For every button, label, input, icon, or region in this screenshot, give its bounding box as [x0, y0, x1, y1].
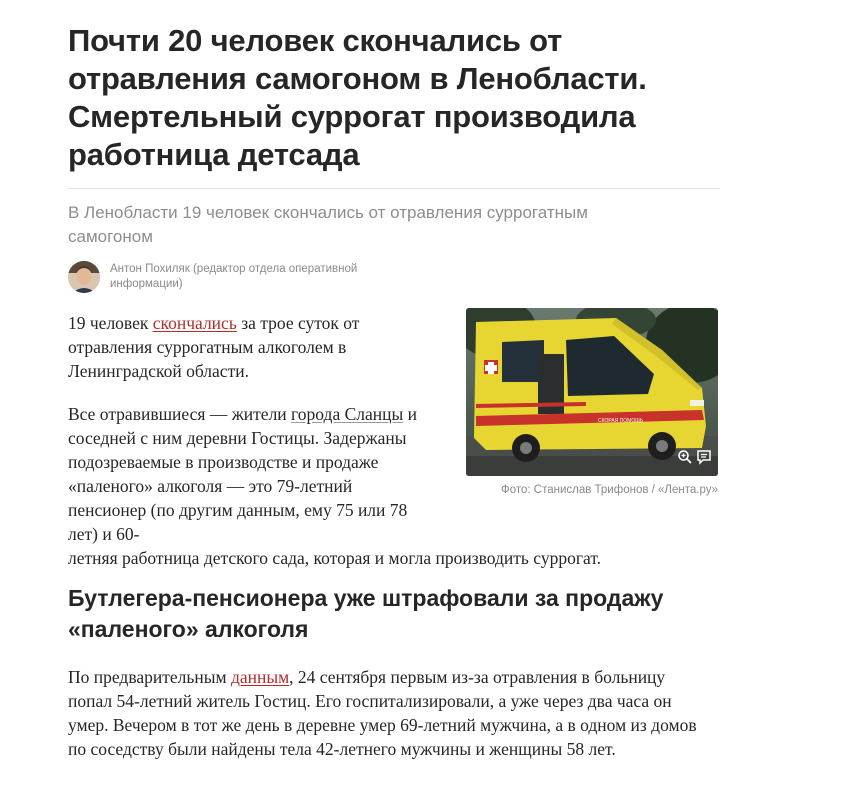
link-deaths[interactable]: скончались	[152, 313, 237, 333]
title-divider	[68, 188, 720, 189]
paragraph-3-text-end: , 24 сентября первым из-за отравления в больницу попал 54-летний житель Гостиц. Его госпитализировали, а уже через два часа он умер. Вечером в тот же день в деревне умер 69-летний мужчина, а в одном из домов по соседству были найдены тела 42-летнего мужчины и женщины 58 лет.	[68, 667, 697, 759]
link-data[interactable]: данным	[230, 667, 290, 687]
paragraph-1-text-start: 19 человек	[68, 313, 153, 333]
author-block[interactable]	[68, 261, 720, 293]
article-lead: В Ленобласти 19 человек скончались от отравления суррогатным самогоном	[68, 203, 588, 246]
author-name: Антон Похиляк (редактор отдела оперативной информации)	[110, 263, 358, 290]
photo-tools	[677, 449, 712, 470]
article-photo[interactable]	[466, 308, 718, 476]
zoom-icon[interactable]	[677, 449, 693, 470]
paragraph-2-text-start: Все отравившиеся — жители	[68, 404, 292, 424]
article	[68, 0, 720, 759]
paragraph-2-tail: летняя работница детского сада, которая и могла производить суррогат.	[68, 548, 602, 568]
paragraph-2-wrapped	[68, 402, 418, 546]
paragraph-3	[68, 665, 708, 761]
section-heading: Бутлегера-пенсионера уже штрафовали за продажу «паленого» алкоголя	[68, 585, 664, 642]
paragraph-1	[68, 311, 428, 383]
avatar[interactable]	[68, 261, 100, 293]
paragraph-1-text-end: за трое суток от отравления суррогатным алкоголем в Ленинградской области.	[68, 313, 360, 381]
paragraph-3-text-start: По предварительным	[68, 667, 231, 687]
link-slantsy[interactable]: города Сланцы	[291, 404, 404, 424]
paragraph-2-text-end: и соседней с ним деревни Гостицы. Задержаны подозреваемые в производстве и продаже «паленого» алкоголя — это 79-летний пенсионер (по другим данным, ему 75 или 78 лет) и 60-	[68, 404, 417, 544]
vehicle-lettering: СКОРАЯ ПОМОЩЬ	[598, 418, 644, 424]
article-title: Почти 20 человек скончались от отравления самогоном в Ленобласти. Смертельный суррогат производила работница детсада	[68, 23, 647, 172]
photo-caption: Фото: Станислав Трифонов / «Лента.ру»	[500, 484, 718, 496]
comment-icon[interactable]	[696, 449, 712, 470]
